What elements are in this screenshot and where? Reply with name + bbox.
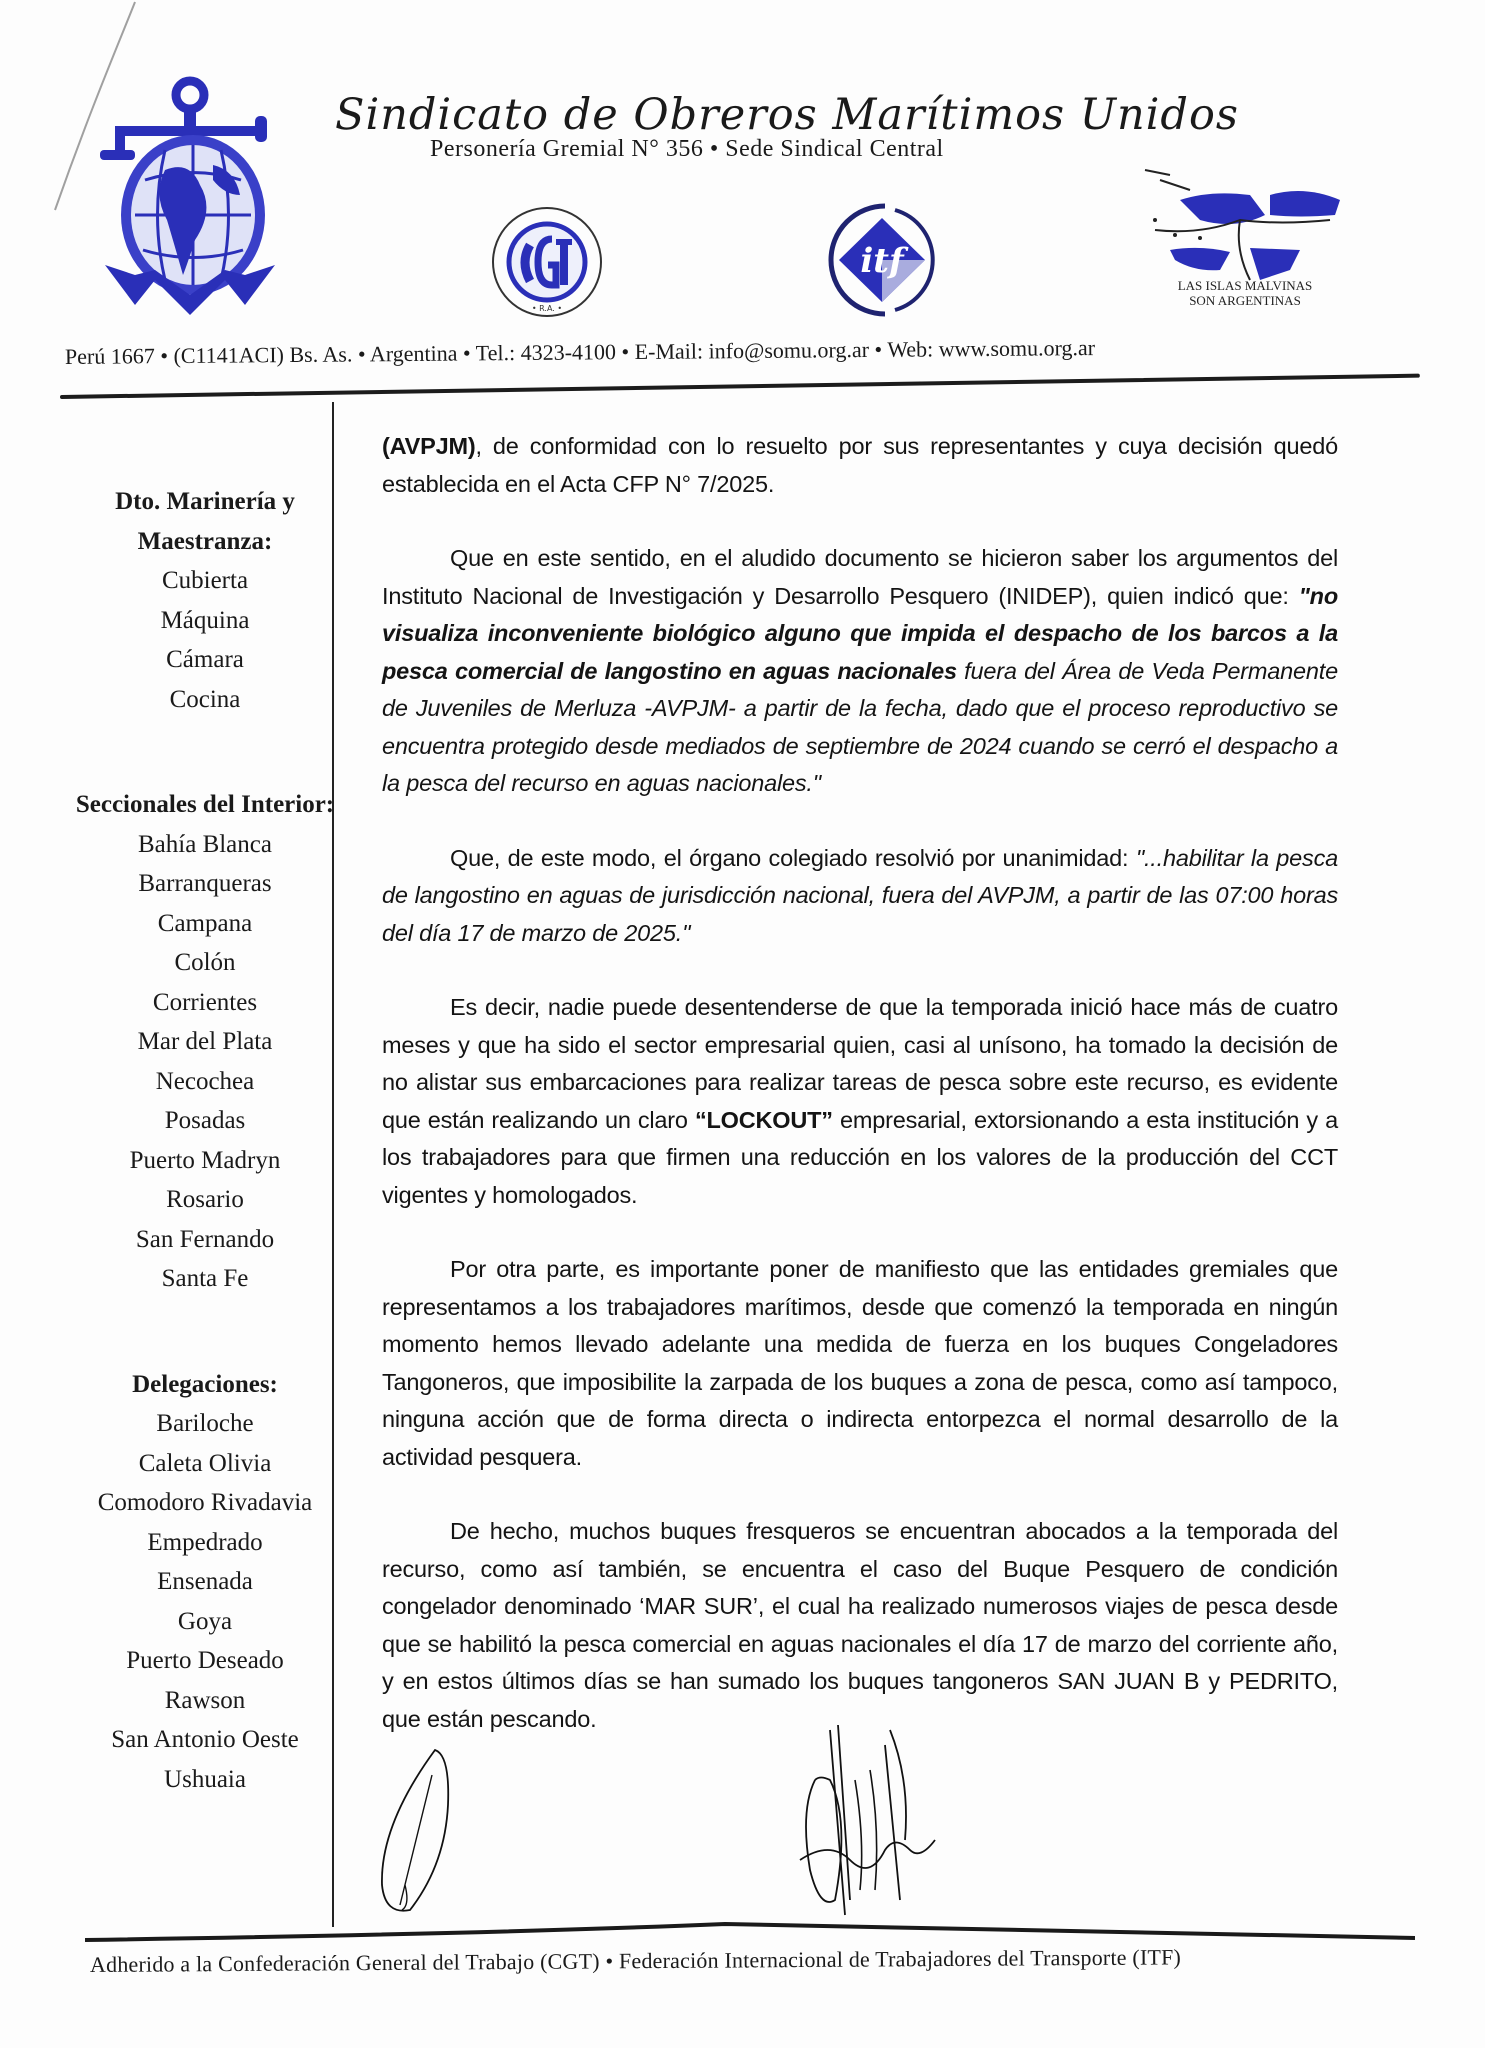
svg-text:• R.A. •: • R.A. •: [531, 304, 563, 313]
sidebar-heading: Delegaciones:: [132, 1370, 278, 1398]
sidebar-item: Ushuaia: [164, 1765, 246, 1793]
sidebar-item: Máquina: [160, 606, 250, 634]
contact-line: Perú 1667 • (C1141ACI) Bs. As. • Argentina • Tel.: 4323-4100 • E-Mail: info@somu.org.ar • Web: www.somu.org.ar: [64, 335, 1096, 369]
footer-affiliation: Adherido a la Confederación General del Trabajo (CGT) • Federación Internacional de Trabajadores del Transporte (ITF): [89, 1944, 1182, 1977]
sidebar-item: Santa Fe: [161, 1265, 249, 1292]
sidebar-item: Puerto Madryn: [129, 1146, 281, 1174]
cgt-logo: [490, 205, 605, 320]
paragraph-5: Por otra parte, es importante poner de manifiesto que las entidades gremiales que representamos a los trabajadores marítimos, desde que comenzó la temporada en ningún momento hemos llevado adelante una medida de fuerza en los buques Congeladores Tangoneros, que imposibilite la zarpada de los buques a zona de pesca, como así tampoco, ninguna acción que de forma directa o indirecta entorpezca el normal desarrollo de la actividad pesquera.: [382, 1256, 1338, 1470]
sidebar-item: Cubierta: [161, 567, 249, 594]
sidebar-item: Mar del Plata: [137, 1028, 273, 1055]
sidebar-item: Comodoro Rivadavia: [97, 1489, 313, 1516]
paragraph-2: [382, 540, 1338, 803]
sidebar-item: Rosario: [166, 1186, 244, 1213]
paragraph-6: De hecho, muchos buques fresqueros se encuentran abocados a la temporada del recurso, como así también, se encuentra el caso del Buque Pesquero de condición congelador denominado ‘MAR SUR’, el cual ha realizado numerosos viajes de pesca desde que se habilitó la pesca comercial en aguas nacionales el día 17 de marzo del corriente año, y en estos últimos días se han sumado los buques tangoneros SAN JUAN B y PEDRITO, que están pescando.: [382, 1518, 1338, 1732]
paragraph-2-quote-bold: "no visualiza inconveniente biológico alguno que impida el despacho de los barcos a la pesca comercial de langostino en aguas nacionales: [382, 582, 1338, 684]
sidebar-item: Caleta Olivia: [138, 1449, 272, 1477]
sidebar-item: Puerto Deseado: [126, 1647, 284, 1674]
sidebar-item: Barranqueras: [138, 870, 272, 897]
signature-left: [370, 1745, 480, 1915]
sidebar-group-delegaciones: [60, 1365, 350, 1800]
paragraph-3-lead: Que, de este modo, el órgano colegiado resolvió por unanimidad:: [450, 844, 1136, 871]
paragraph-1-lead: (AVPJM): [382, 433, 476, 459]
organization-title: Sindicato de Obreros Marítimos Unidos: [335, 90, 1239, 140]
letter-body: [382, 428, 1338, 1775]
svg-text:itf: itf: [860, 241, 904, 281]
paragraph-3: [382, 840, 1338, 953]
sidebar-item: Necochea: [155, 1067, 255, 1095]
sidebar-item: Ensenada: [157, 1568, 253, 1595]
sidebar-item: Posadas: [164, 1107, 246, 1134]
sidebar-item: Corrientes: [152, 988, 258, 1016]
sidebar-group-seccionales: [60, 785, 350, 1299]
sidebar-item: San Fernando: [135, 1225, 275, 1253]
sidebar-heading: Seccionales del Interior:: [75, 791, 335, 818]
sidebar-item: Goya: [177, 1607, 233, 1635]
paragraph-4-lead: Es decir, nadie puede desentenderse de que la temporada inició hace más de cuatro meses y que ha sido el sector empresarial quien, casi al unísono, ha tomado la decisión de no alistar sus embarcaciones para realizar tareas de pesca sobre este recurso, es evidente que están realizando un claro: [382, 994, 1338, 1133]
sidebar-item: San Antonio Oeste: [111, 1726, 299, 1753]
sidebar-item: Campana: [157, 909, 253, 937]
footer-divider: [85, 1920, 1415, 1944]
sidebar-item: Empedrado: [147, 1528, 263, 1556]
paragraph-2-quote-italic: fuera del Área de Veda Permanente de Juveniles de Merluza -AVPJM- a partir de la fecha, dado que el proceso reproductivo se encuentra protegido desde mediados de septiembre de 2024 cuando se cerró el despacho a la pesca del recurso en aguas nacionales.": [382, 657, 1338, 796]
header-divider: [60, 374, 1420, 399]
malvinas-caption: [1130, 278, 1360, 308]
itf-logo: [825, 200, 940, 320]
sidebar-item: Colón: [174, 949, 236, 976]
sidebar-item: Bariloche: [156, 1410, 254, 1437]
paragraph-1: [382, 428, 1338, 503]
sidebar-item: Bahía Blanca: [138, 830, 272, 858]
sidebar-group-marineria: [60, 482, 350, 719]
anchor-globe-logo: [95, 70, 285, 320]
sidebar: [60, 482, 350, 1865]
paragraph-2-lead: Que en este sentido, en el aludido documento se hicieron saber los argumentos del Instituto Nacional de Investigación y Desarrollo Pesquero (INIDEP), quien indicó que:: [382, 545, 1338, 609]
sidebar-item: Cocina: [169, 685, 241, 713]
malvinas-caption-line1: LAS ISLAS MALVINAS: [1177, 278, 1313, 293]
sidebar-item: Cámara: [166, 646, 244, 673]
sidebar-item: Rawson: [164, 1686, 246, 1714]
paragraph-4-lockout: “LOCKOUT”: [694, 1106, 833, 1133]
signature-right: [790, 1720, 960, 1920]
sidebar-heading: Dto. Marinería y Maestranza:: [115, 488, 295, 555]
paragraph-1-text: , de conformidad con lo resuelto por sus representantes y cuya decisión quedó establecida en el Acta CFP N° 7/2025.: [382, 433, 1338, 497]
paragraph-3-quote: "...habilitar la pesca de langostino en aguas de jurisdicción nacional, fuera del AVPJM, a partir de las 07:00 horas del día 17 de marzo de 2025.": [382, 844, 1339, 946]
organization-subtitle: Personería Gremial N° 356 • Sede Sindical Central: [430, 136, 944, 162]
paragraph-4-tail: empresarial, extorsionando a esta institución y a los trabajadores para que firmen una reducción en los valores de la producción del CCT vigentes y homologados.: [382, 1106, 1338, 1208]
malvinas-caption-line2: SON ARGENTINAS: [1189, 293, 1301, 308]
paragraph-4: [382, 989, 1338, 1214]
